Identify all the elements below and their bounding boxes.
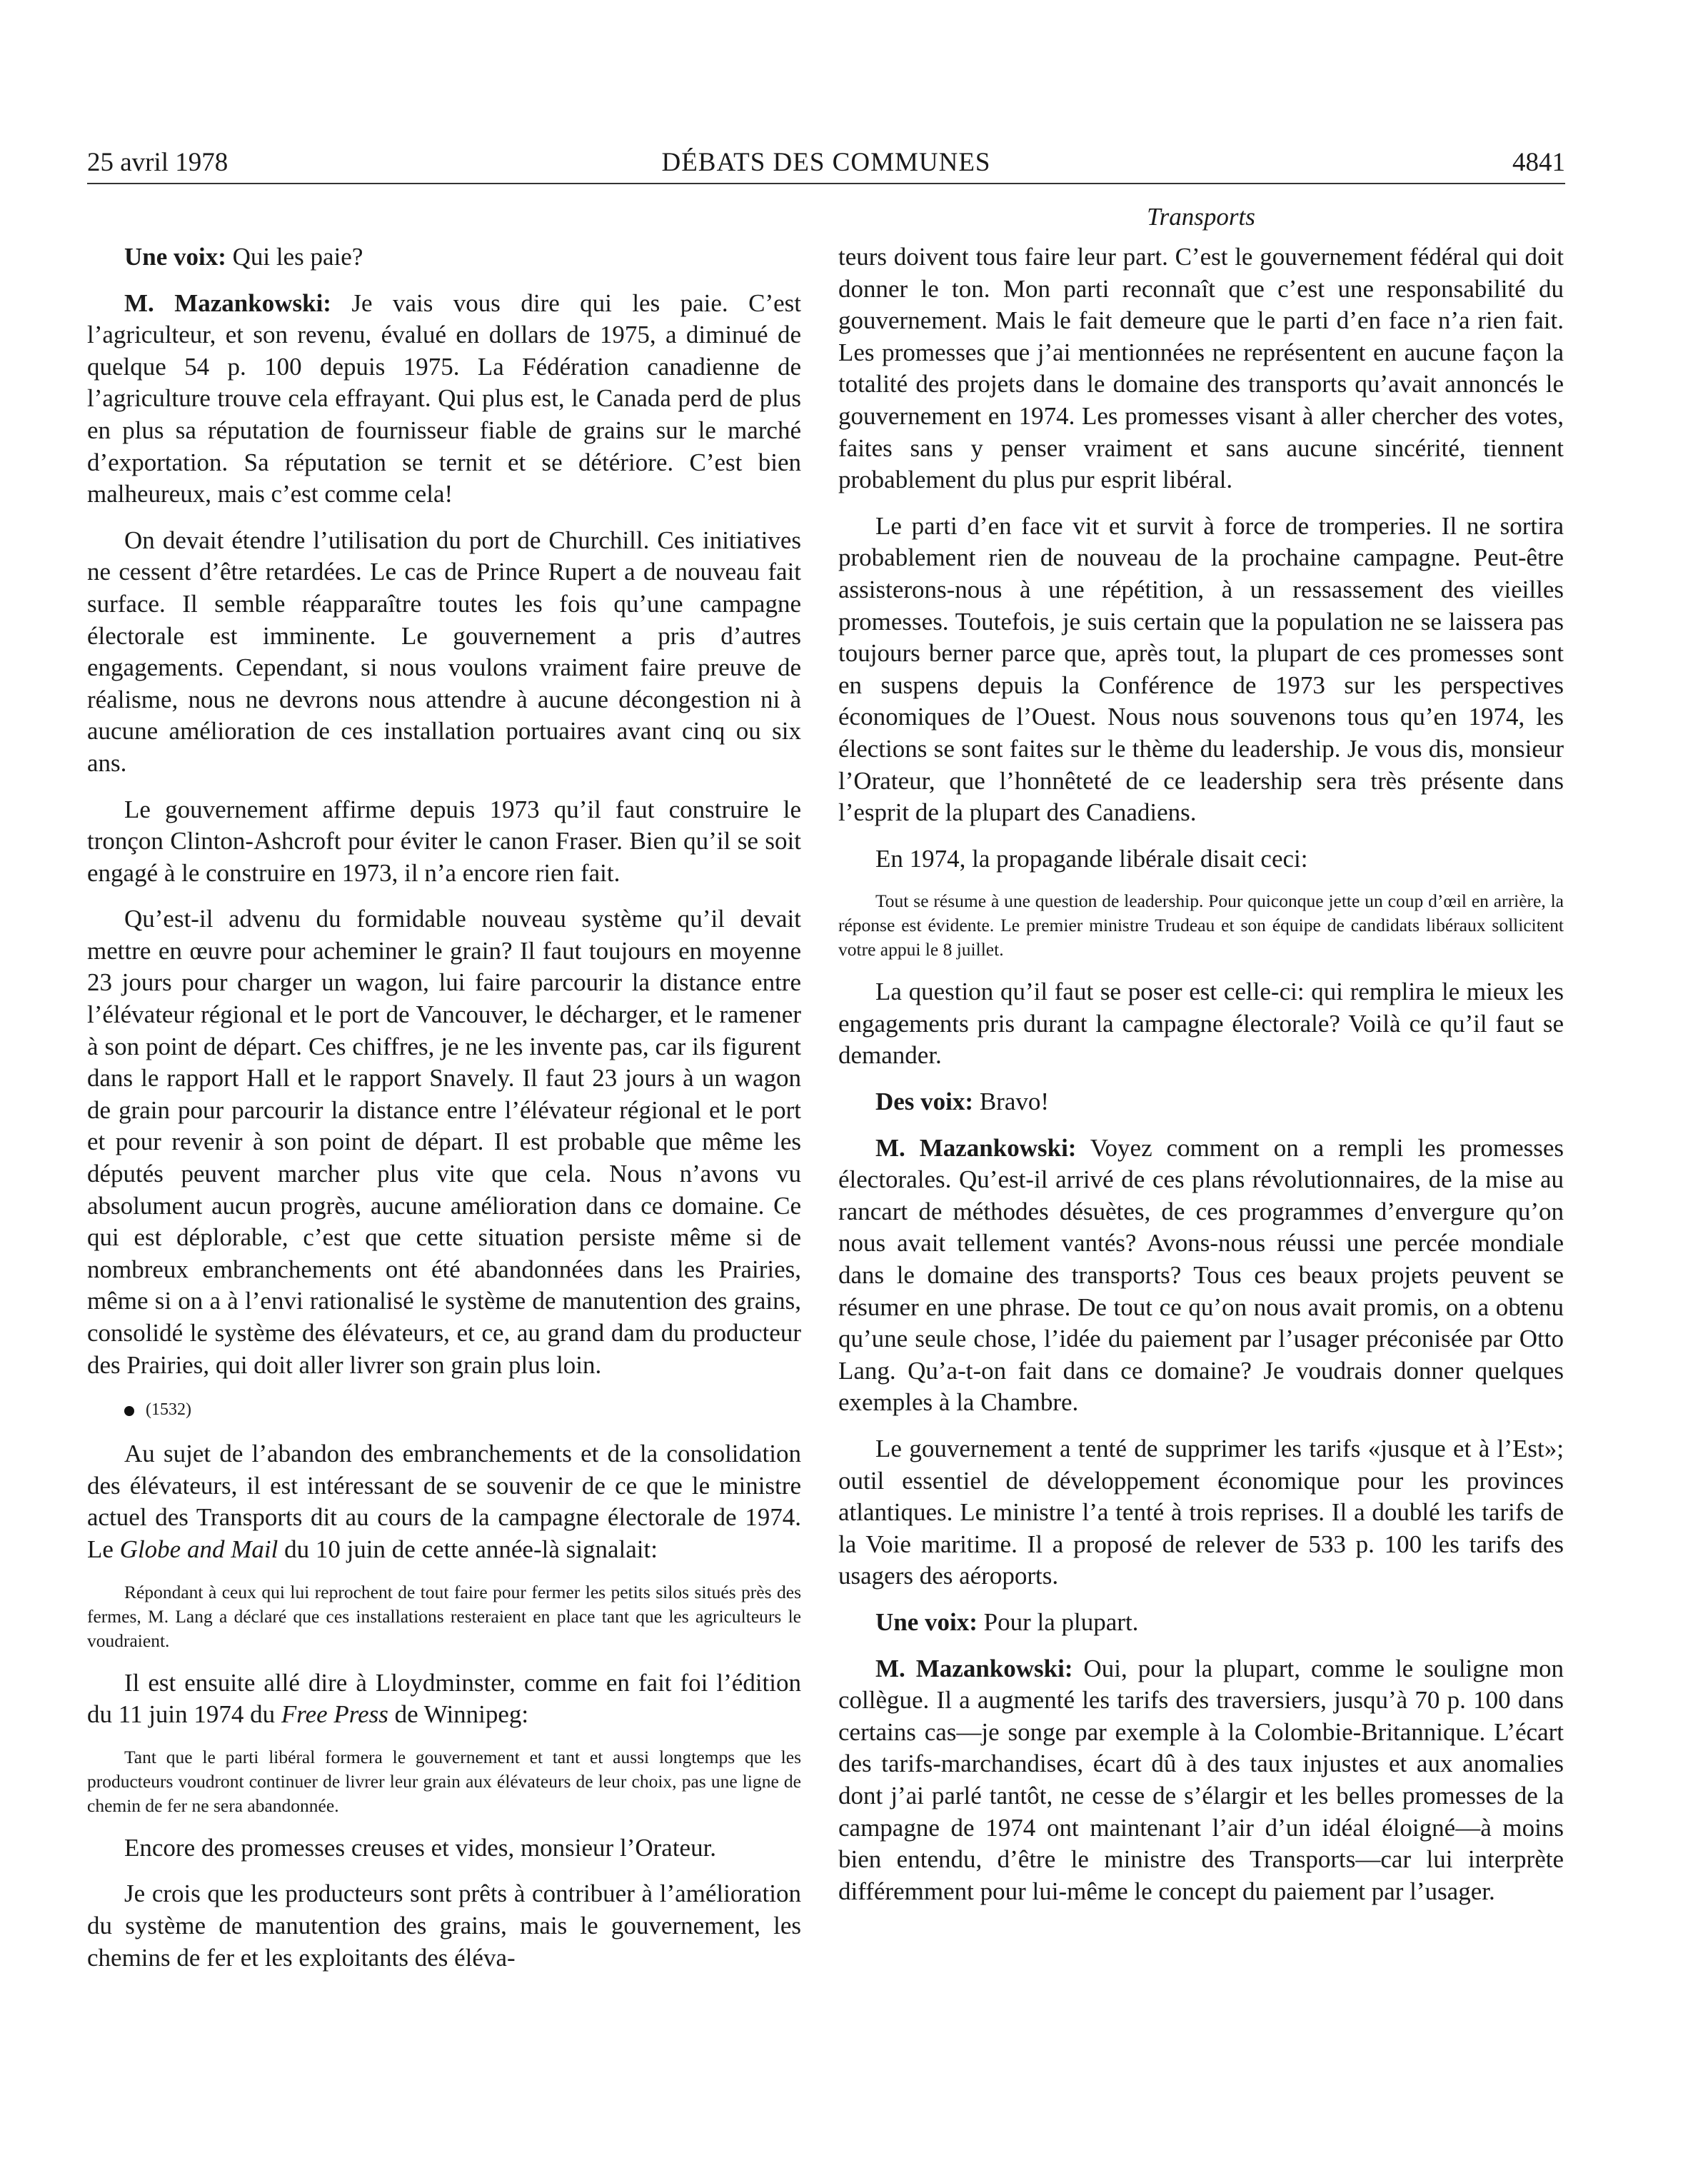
paragraph: Le parti d’en face vit et survit à force de tromperies. Il ne sortira probablement rien de nouveau de la prochaine campagne. Peut-être assisterons-nous à une répétition, à un ressassement des vieilles promesses. Toutefois, je suis certain que la population ne se laissera pas toujours berner parce que, après tout, la plupart de ces promesses sont en suspens depuis la Conférence de 1973 sur les perspectives économiques de l’Ouest. Nous nous souvenons tous qu’en 1974, les élections se sont faites sur le thème du leadership. Je vous dis, monsieur l’Orateur, que l’honnêteté de ce leadership sera très présente dans l’esprit de la plupart des Canadiens.	[838, 511, 1564, 827]
publication-title: Globe and Mail	[119, 1535, 278, 1563]
speech-text: Voyez comment on a rempli les promesses électorales. Qu’est-il arrivé de ces plans révolutionnaires, de la mise au rancart de méthodes désuètes, de ces programmes d’envergure qu’on nous avait tellement vantés? Avons-nous réussi une percée mondiale dans le domaine des transports? Tous ces beaux projets peuvent se résumer en une phrase. De tout ce qu’on nous avait promis, on a obtenu qu’une seule chose, l’idée du paiement par l’usager préconisée par Otto Lang. Qu’a-t-on fait dans ce domaine? Je voudrais donner quelques exemples à la Chambre.	[838, 1133, 1564, 1417]
header-title: DÉBATS DES COMMUNES	[661, 148, 991, 177]
time-marker-text: (1532)	[146, 1400, 191, 1420]
speaker-label: Des voix:	[875, 1088, 974, 1116]
block-quote: Tant que le parti libéral formera le gouvernement et tant et aussi longtemps que les producteurs voudront continuer de livrer leur grain aux élévateurs de leur choix, pas une ligne de chemin de fer ne sera abandonnée.	[87, 1746, 801, 1816]
bullet-dot-icon	[124, 1406, 134, 1416]
page-number: 4841	[1512, 148, 1565, 177]
paragraph	[87, 241, 801, 273]
paragraph: Le gouvernement affirme depuis 1973 qu’il faut construire le tronçon Clinton-Ashcroft pour éviter le canon Fraser. Bien qu’il se soit engagé à le construire en 1973, il n’a encore rien fait.	[87, 795, 801, 887]
text-span: Il est ensuite allé dire à Lloydminster, comme en fait foi l’édition du 11 juin 1974 du	[87, 1668, 801, 1729]
block-quote: Tout se résume à une question de leadership. Pour quiconque jette un coup d’œil en arrière, la réponse est évidente. Le premier ministre Trudeau et son équipe de candidats libéraux sollicitent votre appui le 8 juillet.	[838, 890, 1564, 960]
speaker-label: Une voix:	[124, 243, 226, 271]
speaker-label: M. Mazankowski:	[875, 1133, 1077, 1162]
paragraph: Qu’est-il advenu du formidable nouveau système qu’il devait mettre en œuvre pour acheminer le grain? Il faut toujours en moyenne 23 jours pour charger un wagon, lui faire parcourir la distance entre l’élévateur régional et le port de Vancouver, le décharger, et le ramener à son point de départ. Ces chiffres, je ne les invente pas, car ils figurent dans le rapport Hall et le rapport Snavely. Il faut 23 jours à un wagon de grain pour parcourir la distance entre l’élévateur régional et le port et pour revenir à son point de départ. Il est probable que même les députés peuvent marcher plus vite que cela. Nous n’avons vu absolument aucun progrès, aucune amélioration dans ce domaine. Ce qui est déplorable, c’est que cette situation persiste même si de nombreux embranchements ont été abandonnées dans les Prairies, même si on a à l’envi rationalisé le système de manutention des grains, consolidé le système des élévateurs, et ce, au grand dam du producteur des Prairies, qui doit aller livrer son grain plus loin.	[87, 905, 801, 1379]
paragraph	[87, 288, 801, 511]
block-quote: Répondant à ceux qui lui reprochent de tout faire pour fermer les petits silos situés près des fermes, M. Lang a déclaré que ces installations resteraient en place tant que les agriculteurs le voudraient.	[87, 1581, 801, 1651]
paragraph	[838, 1607, 1564, 1639]
page-header	[87, 141, 1565, 184]
speech-text: Pour la plupart.	[977, 1607, 1139, 1636]
paragraph	[838, 1133, 1564, 1419]
speech-text: Je vais vous dire qui les paie. C’est l’agriculteur, et son revenu, évalué en dollars de 1975, a diminué de quelque 54 p. 100 depuis 1975. La Fédération canadienne de l’agriculture trouve cela effrayant. Qui plus est, le Canada perd de plus en plus sa réputation de fournisseur fiable de grains sur le marché d’exportation. Sa réputation se ternit et se détériore. C’est bien malheureux, mais c’est comme cela!	[87, 288, 801, 508]
paragraph: Je crois que les producteurs sont prêts à contribuer à l’amélioration du système de manutention des grains, mais le gouvernement, les chemins de fer et les exploitants des éléva-	[87, 1880, 801, 1972]
paragraph: La question qu’il faut se poser est celle-ci: qui remplira le mieux les engagements pris durant la campagne électorale? Voilà ce qu’il faut se demander.	[838, 978, 1564, 1070]
paragraph: En 1974, la propagande libérale disait ceci:	[875, 844, 1308, 873]
speech-text: Bravo!	[973, 1088, 1050, 1116]
header-date: 25 avril 1978	[87, 148, 228, 177]
speaker-label: M. Mazankowski:	[124, 288, 331, 317]
speaker-label: M. Mazankowski:	[875, 1654, 1073, 1682]
publication-title: Free Press	[281, 1700, 388, 1729]
speech-text: Oui, pour la plupart, comme le souligne mon collègue. Il a augmenté les tarifs des traversiers, jusqu’à 70 p. 100 dans certains cas—je songe par exemple à la Colombie-Britannique. L’écart des tarifs-marchandises, écart dû à des taux injustes et aux anomalies dont j’ai parlé tantôt, ne cesse de s’élargir et les belles promesses de la campagne de 1974 ont maintenant l’air d’un idéal éloigné—à moins bien entendu, d’être le ministre des Transports—car lui interprète différemment pour lui-même le concept du paiement par l’usager.	[838, 1654, 1564, 1905]
time-marker	[87, 1395, 801, 1424]
right-column	[838, 241, 1564, 1922]
paragraph	[87, 1667, 801, 1731]
paragraph: Encore des promesses creuses et vides, monsieur l’Orateur.	[124, 1833, 717, 1862]
paragraph: teurs doivent tous faire leur part. C’est le gouvernement fédéral qui doit donner le ton. Mon parti reconnaît que c’est une responsabilité du gouvernement. Mais le fait demeure que le parti d’en face n’a rien fait. Les promesses que j’ai mentionnées ne représentent en aucune façon la totalité des projets dans le domaine des transports qu’avait annoncés le gouvernement en 1974. Les promesses visant à aller chercher des votes, faites sans y penser vraiment et sans aucune sincérité, tiennent probablement du plus pur esprit libéral.	[838, 243, 1564, 494]
speaker-label: Une voix:	[875, 1607, 978, 1636]
left-column	[87, 241, 801, 1988]
text-span: du 10 juin de cette année-là signalait:	[278, 1535, 658, 1563]
text-span: Au sujet de l’abandon des embranchements et de la consolidation des élévateurs, il est intéressant de se souvenir de ce que le ministre actuel des Transports dit au cours de la campagne électorale de 1974. Le	[87, 1440, 801, 1563]
text-span: de Winnipeg:	[388, 1700, 529, 1729]
paragraph	[838, 1653, 1564, 1908]
paragraph: On devait étendre l’utilisation du port de Churchill. Ces initiatives ne cessent d’être retardées. Le cas de Prince Rupert a de nouveau fait surface. Il semble réapparaître toutes les fois qu’une campagne électorale est imminente. Le gouvernement a pris d’autres engagements. Cependant, si nous voulons vraiment faire preuve de réalisme, nous ne devrons nous attendre à aucune décongestion ni à aucune amélioration de ces installation portuaires avant cinq ou six ans.	[87, 526, 801, 777]
paragraph	[838, 1086, 1564, 1118]
speech-text: Qui les paie?	[226, 243, 363, 271]
section-title: Transports	[1147, 203, 1255, 231]
paragraph	[87, 1438, 801, 1565]
header-rule	[87, 183, 1565, 184]
paragraph: Le gouvernement a tenté de supprimer les tarifs «jusque et à l’Est»; outil essentiel de développement économique pour les provinces atlantiques. Le ministre l’a tenté à trois reprises. Il a doublé les tarifs de la Voie maritime. Il a proposé de relever de 533 p. 100 les tarifs des usagers des aéroports.	[838, 1435, 1564, 1590]
